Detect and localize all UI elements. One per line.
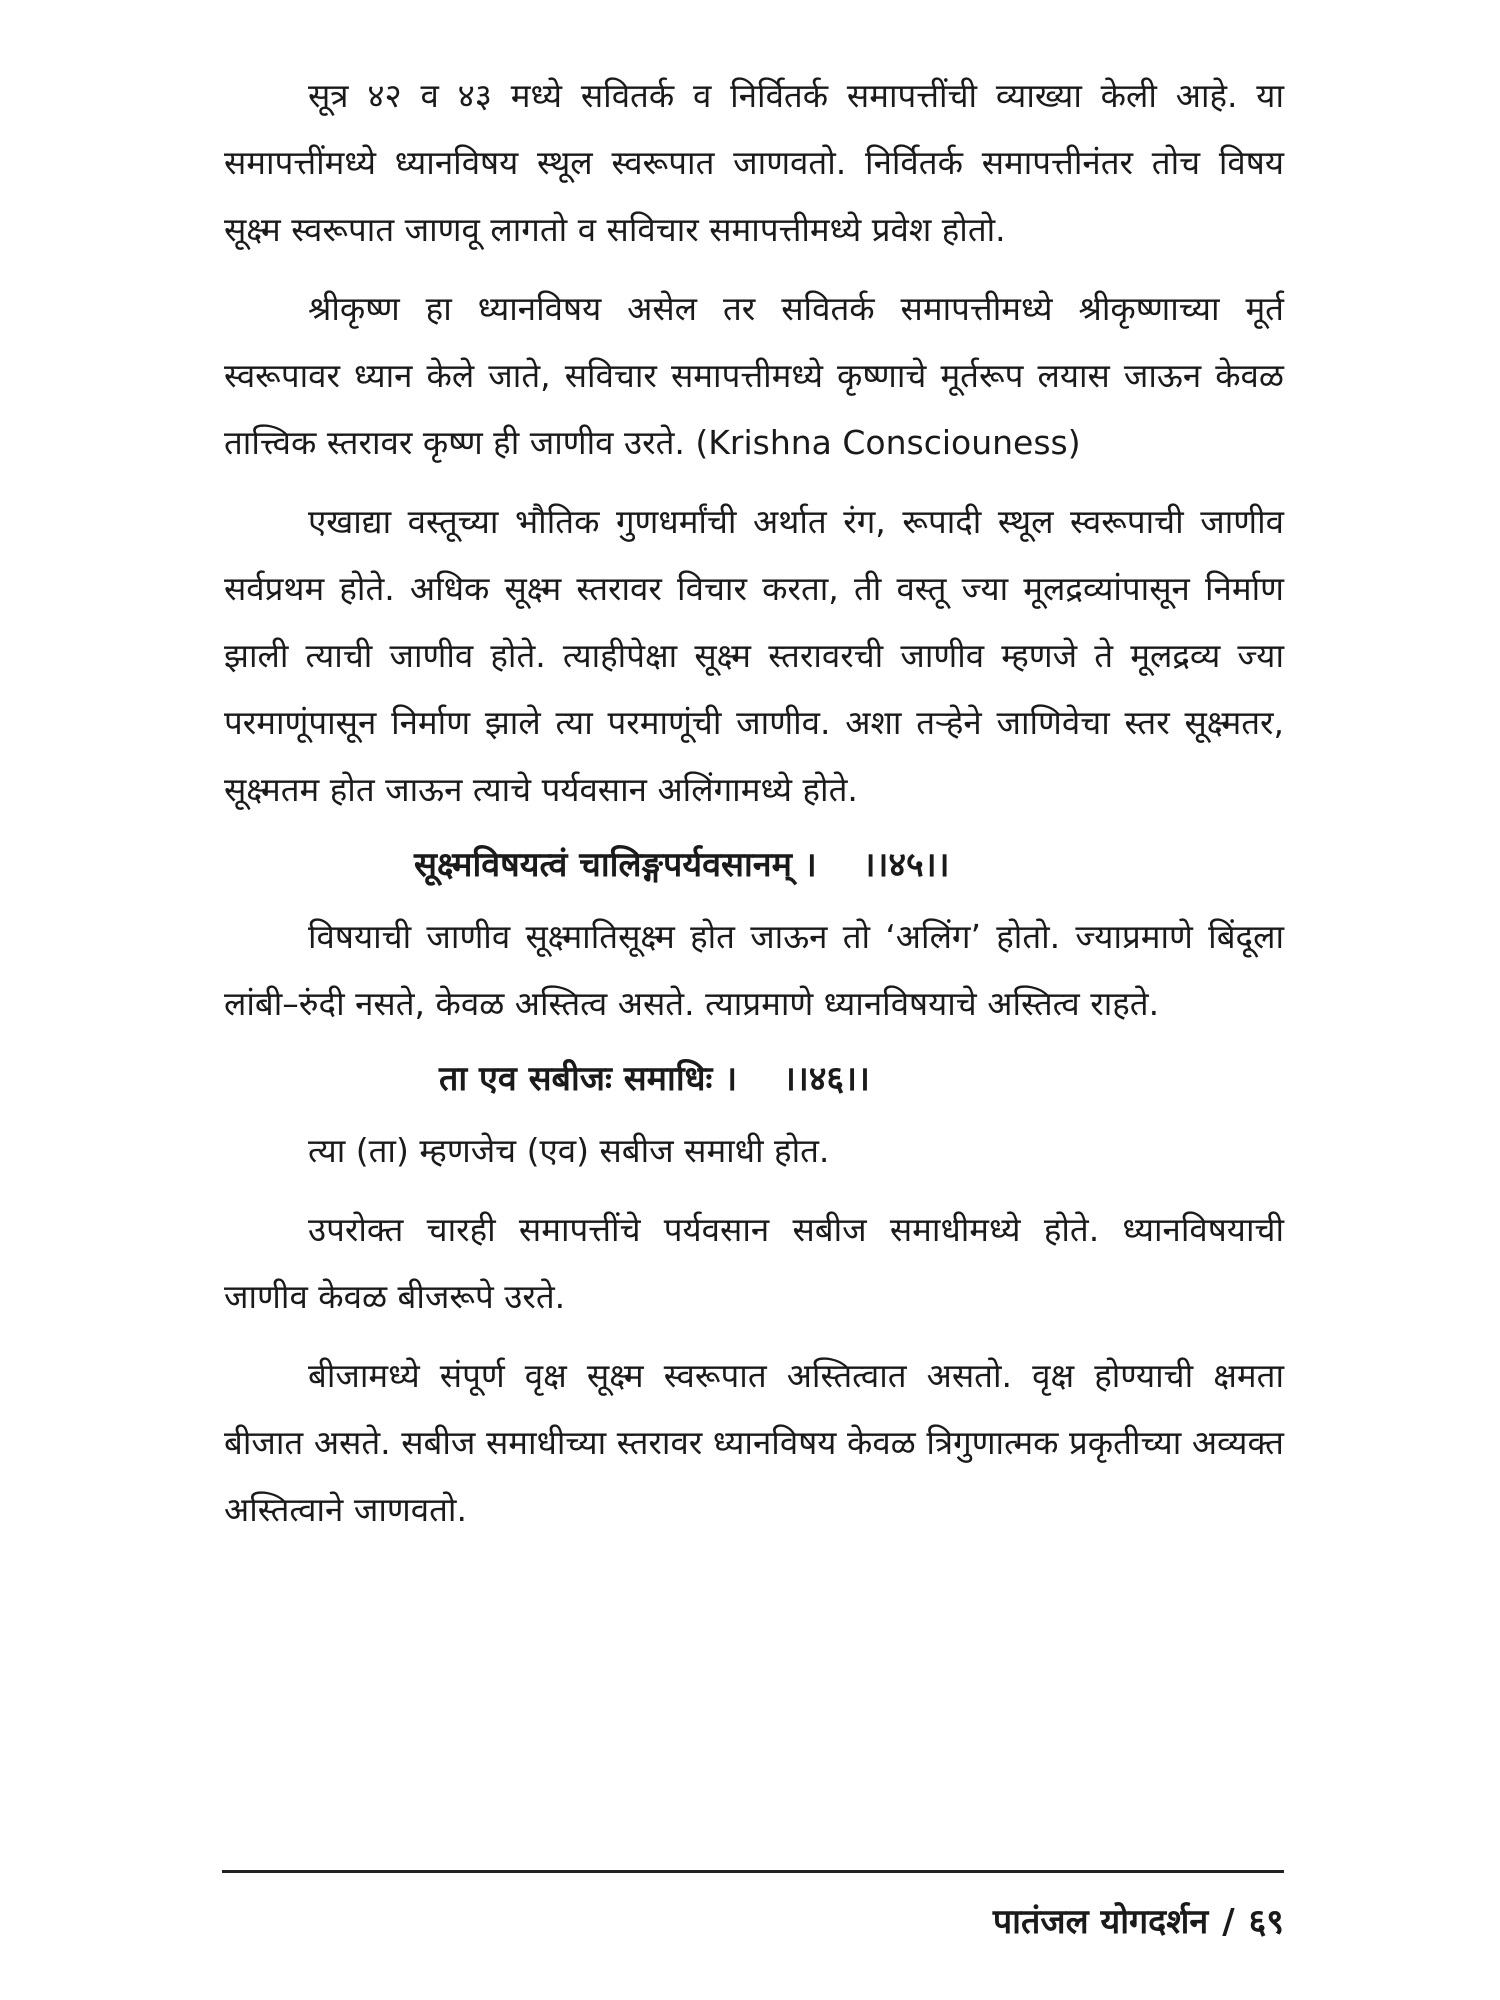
sutra-45-text: सूक्ष्मविषयत्वं चालिङ्गपर्यवसानम् । [414, 845, 817, 885]
book-title: पातंजल योगदर्शन [992, 1902, 1209, 1942]
sutra-46 [224, 1049, 1284, 1109]
paragraph-seed-tree: बीजामध्ये संपूर्ण वृक्ष सूक्ष्म स्वरूपात अस्तित्वात असतो. वृक्ष होण्याची क्षमता बीजात असते. सबीज समाधीच्या स्तरावर ध्यानविषय केवळ त्रिगुणात्मक प्रकृतीच्या अव्यक्त अस्तित्वाने जाणवतो. [224, 1356, 1284, 1529]
paragraph-krishna-example: श्रीकृष्ण हा ध्यानविषय असेल तर सवितर्क समापत्तीमध्ये श्रीकृष्णाच्या मूर्त स्वरूपावर ध्यान केले जाते, सविचार समापत्तीमध्ये कृष्णाचे मूर्तरूप लयास जाऊन केवळ तात्त्विक स्तरावर कृष्ण ही जाणीव उरते. (Krishna Consciouness) [224, 289, 1284, 462]
sutra-45 [224, 835, 1284, 895]
page-number: ६९ [1248, 1902, 1284, 1942]
paragraph-samapatti-culmination: उपरोक्त चारही समापत्तींचे पर्यवसान सबीज समाधीमध्ये होते. ध्यानविषयाची जाणीव केवळ बीजरूपे उरते. [224, 1210, 1284, 1316]
paragraph-sabija-meaning: त्या (ता) म्हणजेच (एव) सबीज समाधी होत. [308, 1131, 830, 1170]
page-body [224, 62, 1284, 1962]
sutra-46-text: ता एव सबीजः समाधिः । [439, 1059, 738, 1099]
footer-separator: / [1222, 1902, 1235, 1942]
page-footer [993, 1898, 1284, 1946]
paragraph-object-awareness: एखाद्या वस्तूच्या भौतिक गुणधर्मांची अर्थात रंग, रूपादी स्थूल स्वरूपाची जाणीव सर्वप्रथम होते. अधिक सूक्ष्म स्तरावर विचार करता, ती वस्तू ज्या मूलद्रव्यांपासून निर्माण झाली त्याची जाणीव होते. त्याहीपेक्षा सूक्ष्म स्तरावरची जाणीव म्हणजे ते मूलद्रव्य ज्या परमाणूंपासून निर्माण झाले त्या परमाणूंची जाणीव. अशा तऱ्हेने जाणिवेचा स्तर सूक्ष्मतर, सूक्ष्मतम होत जाऊन त्याचे पर्यवसान अलिंगामध्ये होते. [224, 502, 1284, 809]
paragraph-sutra-42-43: सूत्र ४२ व ४३ मध्ये सवितर्क व निर्वितर्क समापत्तींची व्याख्या केली आहे. या समापत्तींमध्ये ध्यानविषय स्थूल स्वरूपात जाणवतो. निर्वितर्क समापत्तीनंतर तोच विषय सूक्ष्म स्वरूपात जाणवू लागतो व सविचार समापत्तीमध्ये प्रवेश होतो. [224, 76, 1284, 249]
sutra-45-number: ।।४५।। [862, 845, 950, 885]
paragraph-alinga: विषयाची जाणीव सूक्ष्मातिसूक्ष्म होत जाऊन तो ‘अलिंग’ होतो. ज्याप्रमाणे बिंदूला लांबी–रुंदी नसते, केवळ अस्तित्व असते. त्याप्रमाणे ध्यानविषयाचे अस्तित्व राहते. [224, 917, 1284, 1023]
footer-divider [222, 1870, 1284, 1873]
sutra-46-number: ।।४६।। [782, 1059, 870, 1099]
